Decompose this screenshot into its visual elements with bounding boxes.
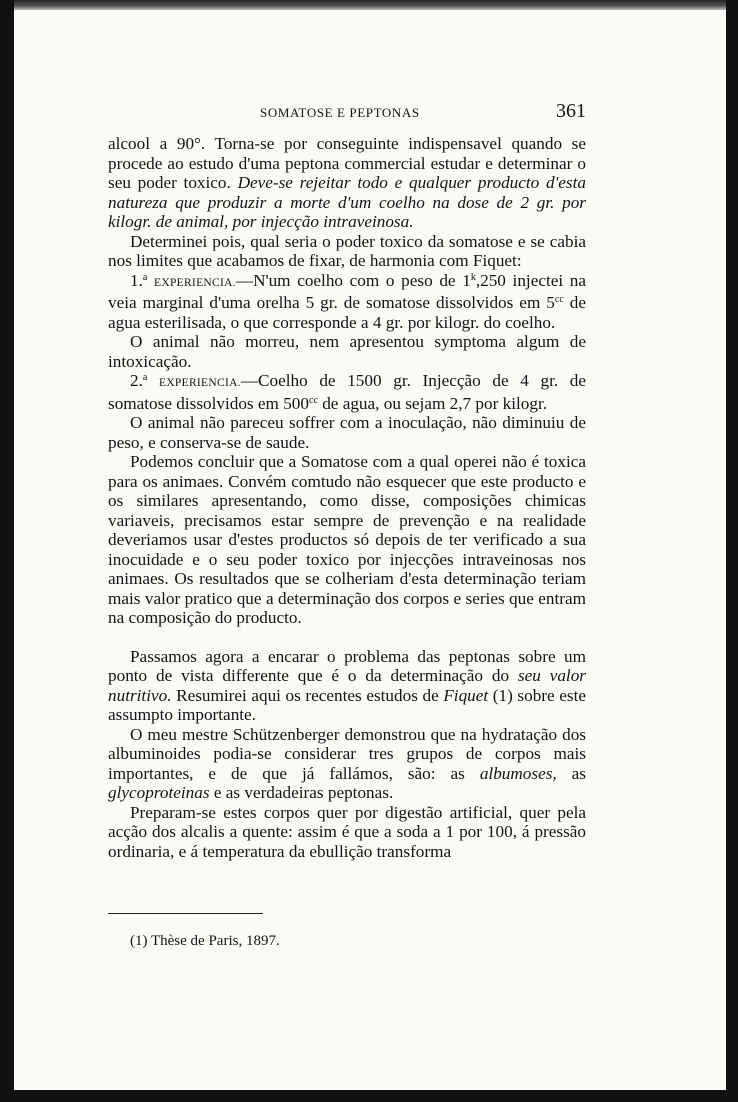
text-run: O animal não morreu, nem apresentou symptoma algum de intoxicação.	[108, 332, 586, 371]
text-run: —Coelho de 1500 gr. Injecção de 4 gr. de somatose dissolvidos em 500	[108, 371, 587, 413]
italic-text: albumoses,	[479, 763, 557, 783]
italic-text: Fiquet	[443, 685, 489, 705]
text-run: —N'um coelho com o peso de 1	[235, 270, 471, 290]
page-header	[108, 100, 586, 124]
paragraph	[108, 413, 586, 452]
scan-border-left	[0, 0, 14, 1102]
scan-border-top	[0, 0, 738, 10]
text-run: 1.	[130, 270, 143, 290]
body-text	[108, 134, 586, 861]
text-run: 2.	[130, 371, 143, 390]
small-caps-label: EXPERIENCIA.	[159, 377, 241, 389]
text-run: (1) sobre este assumpto importante.	[108, 685, 586, 724]
text-run: O animal não pareceu soffrer com a inoculação, não diminuiu de peso, e conserva-se de saude.	[108, 413, 586, 452]
page-number: 361	[556, 100, 586, 122]
scan-border-bottom	[0, 1090, 738, 1102]
paragraph	[108, 332, 586, 371]
paragraph	[108, 452, 586, 628]
footnote: (1) Thèse de Paris, 1897.	[130, 933, 280, 949]
italic-text: Deve-se rejeitar todo e qualquer producto d'esta natureza que produzir a morte d'um coelho na dose de 2 gr. por kilogr. de animal, por injecção intraveinosa.	[108, 173, 586, 231]
text-run: de agua esterilisada, o que corresponde a 4 gr. por kilogr. do coelho.	[108, 293, 586, 332]
paragraph	[108, 647, 586, 725]
text-run: ,250 injectei na veia marginal d'uma orelha 5 gr. de somatose dissolvidos em 5	[108, 270, 587, 312]
scan-border-right	[726, 0, 738, 1102]
paragraph	[108, 803, 586, 862]
italic-text: glycoproteinas	[108, 783, 210, 802]
italic-text: seu valor nutritivo.	[108, 666, 586, 705]
superscript: cc	[554, 294, 564, 305]
text-run: Preparam-se estes corpos quer por digestão artificial, quer pela acção dos alcalis a quente: assim é que a soda a 1 por 100, á pressão ordinaria, e á temperatura da ebullição transforma	[108, 802, 586, 861]
text-run: e as verdadeiras peptonas.	[209, 783, 394, 802]
text-run: Resumirei aqui os recentes estudos de	[171, 685, 444, 705]
text-run: O meu mestre Schützenberger demonstrou que na hydratação dos albuminoides podia-se considerar tres grupos de corpos mais importantes, e de que já fallámos, são: as	[108, 724, 586, 783]
text-run: de agua, ou sejam 2,7 por kilogr.	[317, 393, 548, 413]
superscript: a	[142, 372, 148, 383]
paragraph	[108, 371, 586, 413]
paragraph	[108, 134, 586, 232]
text-run	[147, 271, 154, 290]
superscript: cc	[309, 394, 318, 406]
superscript: k	[470, 271, 476, 283]
text-run: alcool a 90°. Torna-se por conseguinte indispensavel quando se procede ao estudo d'uma peptona commercial estudar e determinar o seu poder toxico.	[108, 134, 586, 192]
running-head: SOMATOSE E PEPTONAS	[260, 105, 420, 120]
text-run: Podemos concluir que a Somatose com a qual operei não é toxica para os animaes. Convém comtudo não esquecer que este producto e os similares apresentando, como disse, composições chimicas variaveis, precisamos estar sempre de prevenção e na realidade deveriamos usar d'estes productos só depois de ter verificado a sua inocuidade e o seu poder toxico por injecções intraveinosas nos animaes. Os resultados que se colheriam d'esta determinação teriam mais valor pratico que a determinação dos corpos e series que entram na composição do producto.	[108, 452, 586, 627]
footnote-rule	[108, 913, 263, 914]
text-run	[147, 371, 159, 390]
superscript: a	[142, 271, 148, 283]
text-run: Passamos agora a encarar o problema das peptonas sobre um ponto de vista differente que é o da determinação do	[108, 646, 586, 685]
small-caps-label: EXPERIENCIA.	[154, 276, 236, 289]
paragraph	[108, 232, 586, 271]
text-run: Determinei pois, qual seria o poder toxico da somatose e se cabia nos limites que acabamos de fixar, de harmonia com Fiquet:	[108, 231, 586, 270]
paragraph	[108, 271, 586, 333]
text-run: as	[556, 763, 586, 783]
paragraph	[108, 725, 586, 803]
